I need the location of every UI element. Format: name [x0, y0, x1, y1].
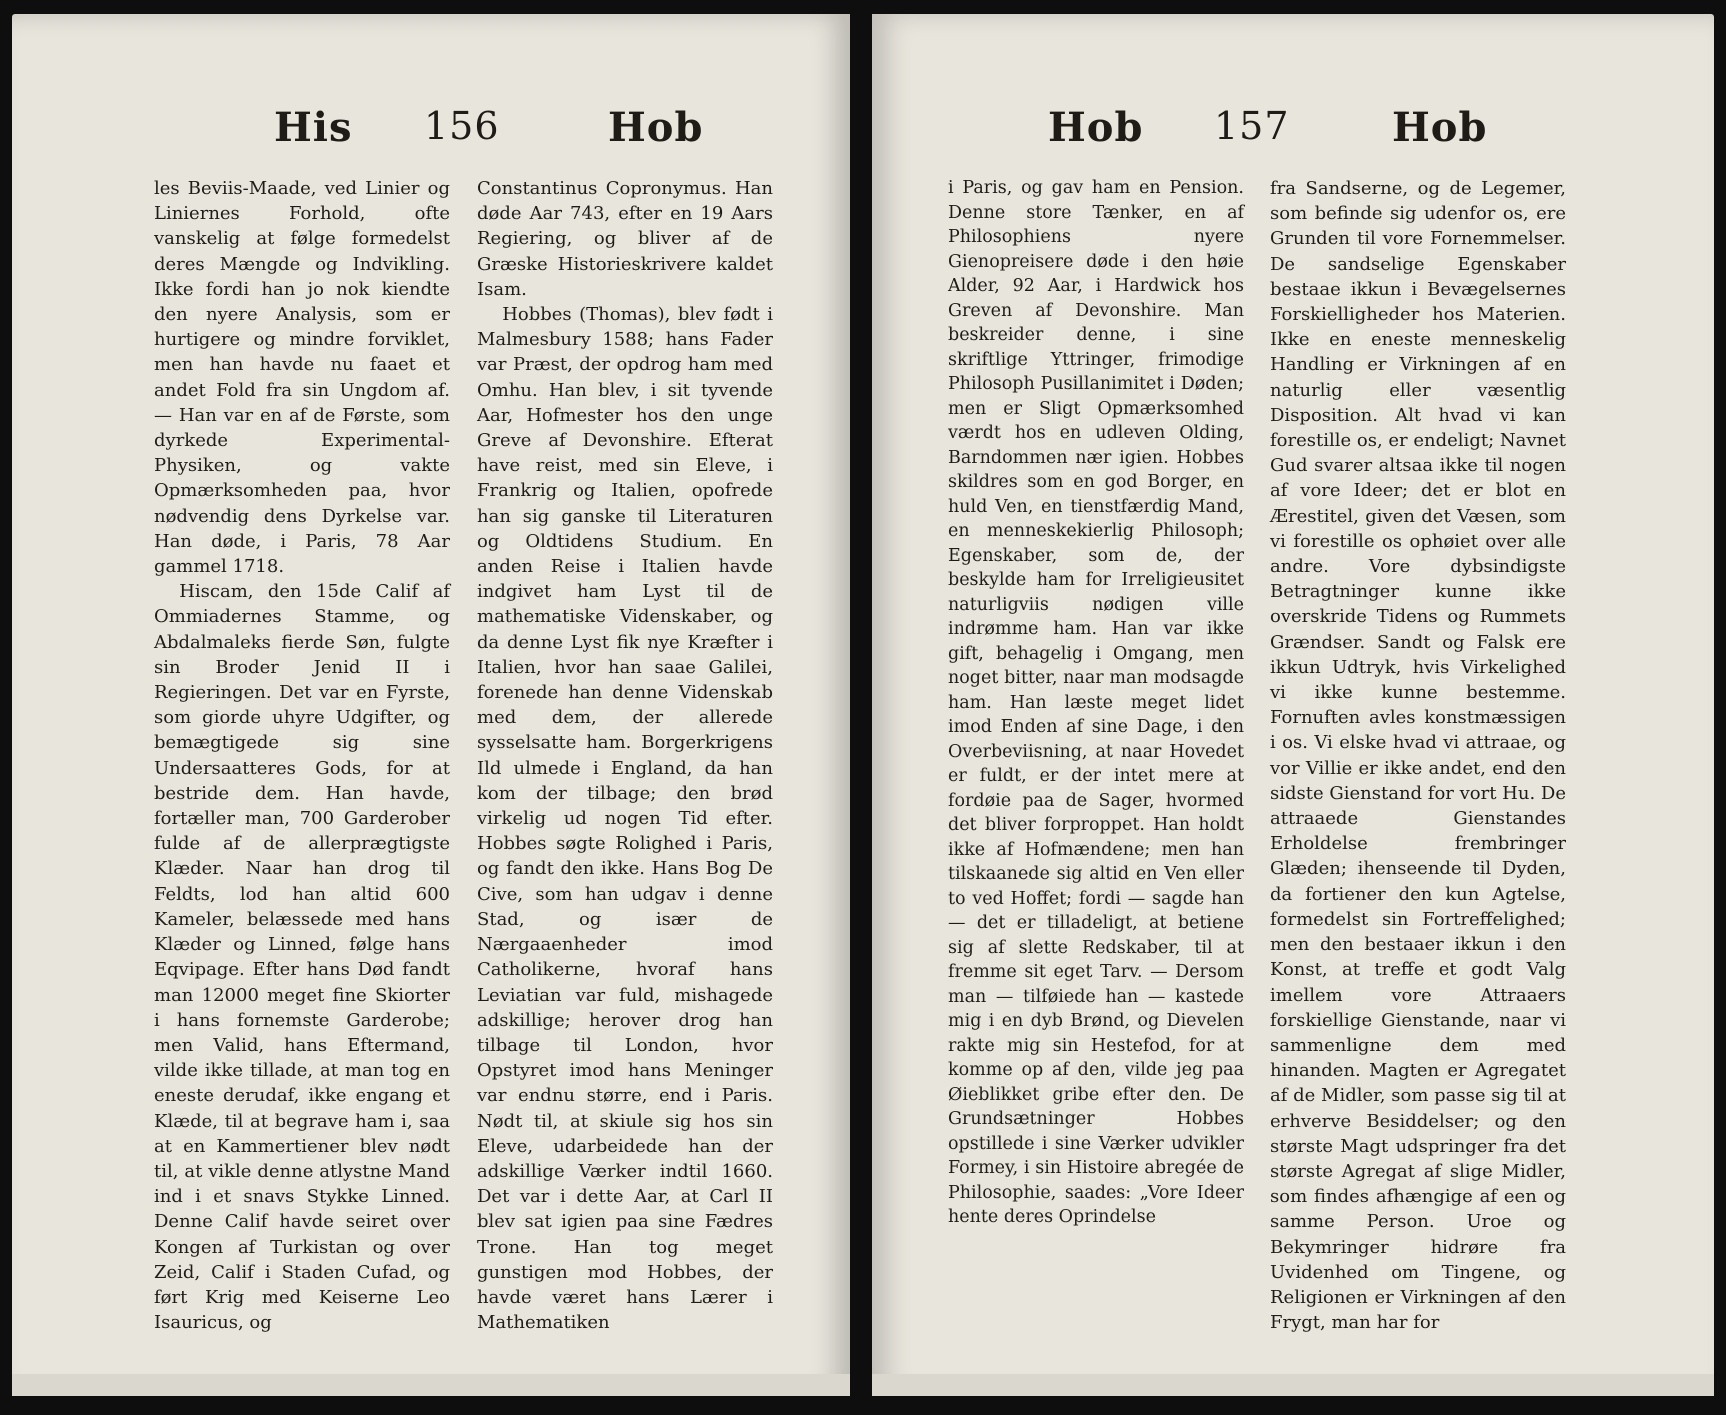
- paragraph: Hiscam, den 15de Calif af Ommiadernes Stamme, og Abdalmaleks fierde Søn, fulgte sin Broder Jenid II i Regieringen. Det var en Fyrste, som giorde uhyre Udgifter, og bemægtigede sig sine Undersaatteres Gods, for at bestride dem. Han havde, fortæller man, 700 Garderober fulde af de allerprægtigste Klæder. Naar han drog til Feldts, lod han altid 600 Kameler, belæssede med hans Klæder og Linned, følge hans Eqvipage. Efter hans Død fandt man 12000 meget fine Skiorter i hans fornemste Garderobe; men Valid, hans Eftermand, vilde ikke tillade, at man tog en eneste derudaf, ikke engang et Klæde, til at begrave ham i, saa at en Kammertiener blev nødt til, at vikle denne atlystne Mand ind i et snavs Stykke Linned. Denne Calif havde seiret over Kongen af Turkistan og over Zeid, Calif i Staden Cufad, og ført Krig med Keiserne Leo Isauricus, og: [154, 581, 450, 1334]
- paragraph: fra Sandserne, og de Legemer, som befinde sig udenfor os, ere Grunden til vore Fornemmelser. De sandselige Egenskaber bestaae ikkun i Bevægelsernes Forskielligheder hos Materien. Ikke en eneste menneskelig Handling er Virkningen af en naturlig eller væsentlig Disposition. Alt hvad vi kan forestille os, er endeligt; Navnet Gud svarer altsaa ikke til nogen af vore Ideer; det er blot en Ærestitel, given det Væsen, som vi forestille os ophøiet over alle andre. Vore dybsindigste Betragtninger kunne ikke overskride Tidens og Rummets Grændser. Sandt og Falsk ere ikkun Udtryk, hvis Virkelighed vi ikke kunne bestemme. Fornuften avles konstmæssigen i os. Vi elske hvad vi attraae, og vor Villie er ikke andet, end den sidste Gienstand for vort Hu. De attraaede Gienstandes Erholdelse frembringer Glæden; ihenseende til Dyden, da fortiener den kun Agtelse, formedelst sin Fortreffelighed; men den bestaaer ikkun i den Konst, at treffe et godt Valg imellem vore Attraaers forskiellige Gienstande, naar vi sammenligne dem med hinanden. Magten er Agregatet af de Midler, som passe sig til at erhverve Besiddelser; og den største Magt udspringer fra det største Agregat af slige Midler, som findes afhængige af een og samme Person. Uroe og Bekymringer hidrøre fra Uvidenhed om Tingene, og Religionen er Virkningen af den Frygt, man har for: [1270, 178, 1566, 1334]
- left-page: [12, 14, 850, 1396]
- text-column-1: [948, 176, 1244, 1230]
- header-right-word: Hob: [1392, 104, 1488, 151]
- page-number: 157: [1214, 104, 1290, 148]
- page-number: 156: [424, 104, 500, 148]
- paragraph: les Beviis-Maade, ved Linier og Liniernes Forhold, ofte vanskelig at følge formedelst deres Mængde og Indvikling. Ikke fordi han jo nok kiendte den nyere Analysis, som er hurtigere og mindre forviklet, men han havde nu faaet et andet Fold fra sin Ungdom af. — Han var en af de Første, som dyrkede Experimental-Physiken, og vakte Opmærksomheden paa, hvor nødvendig dens Dyrkelse var. Han døde, i Paris, 78 Aar gammel 1718.: [154, 178, 450, 578]
- right-page: [872, 14, 1714, 1396]
- paragraph: Constantinus Copronymus. Han døde Aar 743, efter en 19 Aars Regiering, og bliver af de Græske Historieskrivere kaldet Isam.: [477, 178, 773, 300]
- text-column-1: [154, 176, 450, 1335]
- text-column-2: [477, 176, 773, 1335]
- header-left-word: Hob: [1048, 104, 1144, 151]
- paragraph: Hobbes (Thomas), blev født i Malmesbury 1588; hans Fader var Præst, der opdrog ham med Omhu. Han blev, i sit tyvende Aar, Hofmester hos den unge Greve af Devonshire. Efterat have reist, med sin Eleve, i Frankrig og Italien, opofrede han sig ganske til Literaturen og Oldtidens Studium. En anden Reise i Italien havde indgivet ham Lyst til de mathematiske Videnskaber, og da denne Lyst fik nye Kræfter i Italien, hvor han saae Galilei, forenede han denne Videnskab med dem, der allerede sysselsatte ham. Borgerkrigens Ild ulmede i England, da han kom der tilbage; den brød virkelig ud nogen Tid efter. Hobbes søgte Rolighed i Paris, og fandt den ikke. Hans Bog De Cive, som han udgav i denne Stad, og især de Nærgaaenheder imod Catholikerne, hvoraf hans Leviatian var fuld, mishagede adskillige; herover drog han tilbage til London, hvor Opstyret imod hans Meninger var endnu større, end i Paris. Nødt til, at skiule sig hos sin Eleve, udarbeidede han der adskillige Værker indtil 1660. Det var i dette Aar, at Carl II blev sat igien paa sine Fædres Trone. Han tog meget gunstigen mod Hobbes, der havde været hans Lærer i Mathematiken: [477, 304, 773, 1334]
- page-edge: [872, 1374, 1714, 1396]
- page-edge: [12, 1374, 850, 1396]
- paragraph: i Paris, og gav ham en Pension. Denne store Tænker, en af Philosophiens nyere Gienopreisere døde i den høie Alder, 92 Aar, i Hardwick hos Greven af Devonshire. Man beskreider denne, i sine skriftlige Yttringer, frimodige Philosoph Pusillanimitet i Døden; men er Sligt Opmærksomhed værdt hos en udleven Olding, Barndommen nær igien. Hobbes skildres som en god Borger, en huld Ven, en tienstfærdig Mand, en menneskekierlig Philosoph; Egenskaber, som de, der beskylde ham for Irreligieusitet naturligviis nødigen ville indrømme ham. Han var ikke gift, behagelig i Omgang, men noget bitter, naar man modsagde ham. Han læste meget lidet imod Enden af sine Dage, i den Overbeviisning, at naar Hovedet er fuldt, er der intet mere at fordøie paa de Sager, hvormed det bliver forproppet. Han holdt ikke af Hofmændene; men han tilskaanede sig altid en Ven eller to ved Hoffet; fordi — sagde han — det er tilladeligt, at betiene sig af slette Redskaber, til at fremme sit eget Tarv. — Dersom man — tilføiede han — kastede mig i en dyb Brønd, og Dievelen rakte mig sin Hestefod, for at komme op af den, vilde jeg paa Øieblikket gribe efter den. De Grundsætninger Hobbes opstillede i sine Værker udvikler Formey, i sin Histoire abregée de Philosophie, saades: „Vore Ideer hente deres Oprindelse: [948, 178, 1244, 1227]
- text-column-2: [1270, 176, 1566, 1335]
- header-left-word: His: [274, 104, 353, 151]
- header-right-word: Hob: [608, 104, 704, 151]
